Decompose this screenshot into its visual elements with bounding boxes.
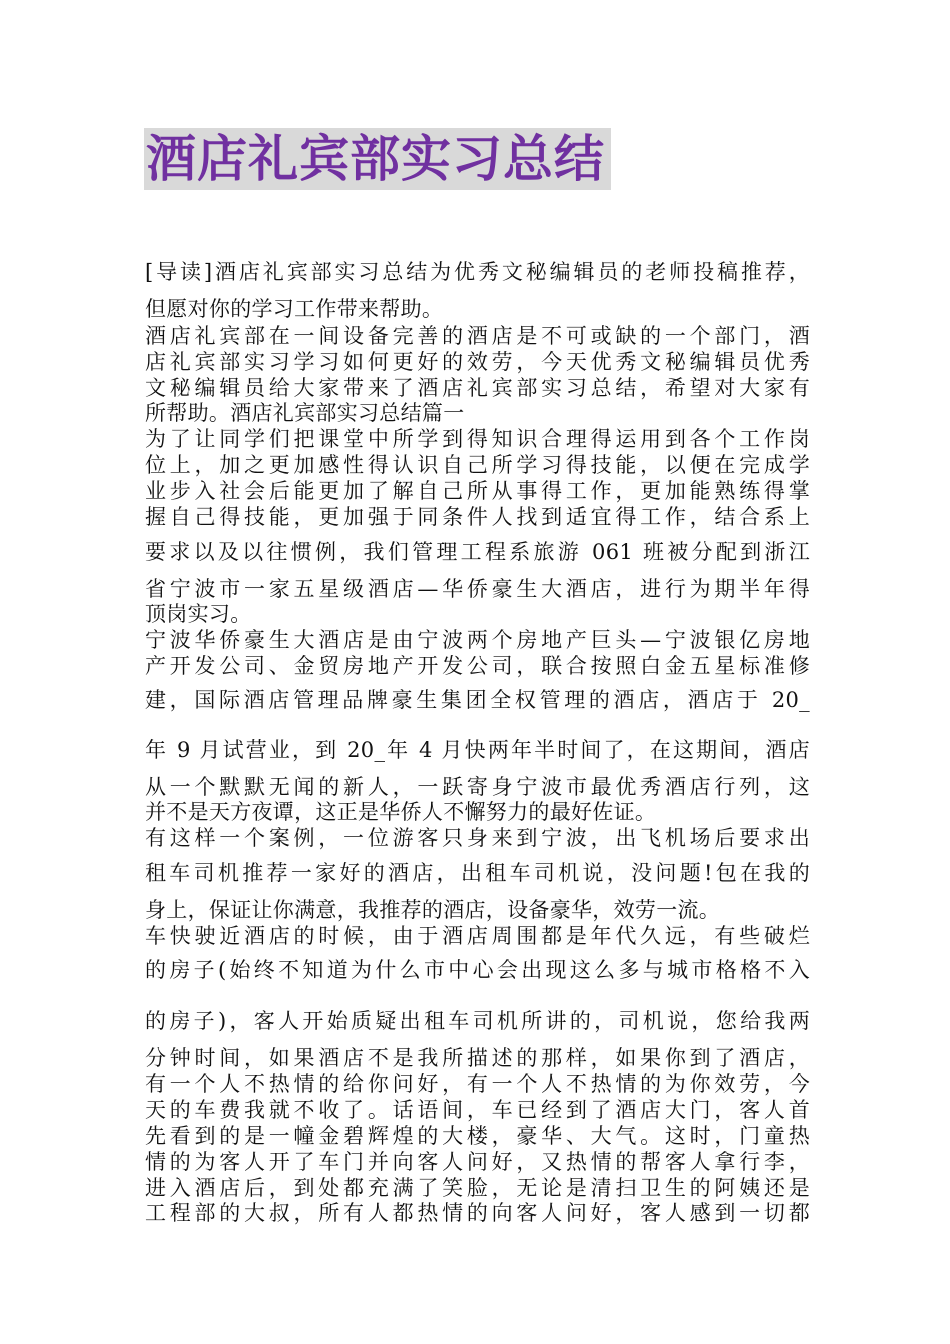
body-line-25: 的房子)，客人开始质疑出租车司机所讲的，司机说，您给我两 — [145, 1009, 810, 1033]
body-line-2: 但愿对你的学习工作带来帮助。 — [145, 297, 444, 321]
body-line-22: 身上，保证让你满意，我推荐的酒店，设备豪华，效劳一流。 — [145, 898, 721, 922]
body-line-21: 租车司机推荐一家好的酒店，出租车司机说，没问题!包在我的 — [145, 861, 810, 885]
body-line-18: 从一个默默无闻的新人，一跃寄身宁波市最优秀酒店行列，这 — [145, 775, 810, 799]
body-line-4: 店礼宾部实习学习如何更好的效劳，今天优秀文秘编辑员优秀 — [145, 350, 810, 374]
body-line-13: 顶岗实习。 — [145, 602, 252, 626]
body-line-8: 位上，加之更加感性得认识自己所学习得技能，以便在完成学 — [145, 453, 810, 477]
body-line-6: 所帮助。酒店礼宾部实习总结篇一 — [145, 401, 465, 425]
body-line-27: 有一个人不热情的给你问好，有一个人不热情的为你效劳，今 — [145, 1072, 810, 1096]
document-title: 酒店礼宾部实习总结 — [144, 128, 611, 190]
body-line-5: 文秘编辑员给大家带来了酒店礼宾部实习总结，希望对大家有 — [145, 376, 810, 400]
body-line-15: 产开发公司、金贸房地产开发公司，联合按照白金五星标准修 — [145, 654, 810, 678]
body-line-24: 的房子(始终不知道为什么市中心会出现这么多与城市格格不入 — [145, 958, 810, 982]
body-line-9: 业步入社会后能更加了解自己所从事得工作，更加能熟练得掌 — [145, 479, 810, 503]
body-line-28: 天的车费我就不收了。话语间，车已经到了酒店大门，客人首 — [145, 1098, 810, 1122]
body-line-23: 车快驶近酒店的时候，由于酒店周围都是年代久远，有些破烂 — [145, 924, 810, 948]
body-line-7: 为了让同学们把课堂中所学到得知识合理得运用到各个工作岗 — [145, 427, 810, 451]
body-line-14: 宁波华侨豪生大酒店是由宁波两个房地产巨头—宁波银亿房地 — [145, 628, 810, 652]
body-line-20: 有这样一个案例，一位游客只身来到宁波，出飞机场后要求出 — [145, 826, 810, 850]
body-line-3: 酒店礼宾部在一间设备完善的酒店是不可或缺的一个部门，酒 — [145, 324, 810, 348]
body-line-26: 分钟时间，如果酒店不是我所描述的那样，如果你到了酒店， — [145, 1046, 810, 1070]
body-line-17: 年 9 月试营业，到 20_年 4 月快两年半时间了，在这期间，酒店 — [145, 738, 810, 762]
body-line-19: 并不是天方夜谭，这正是华侨人不懈努力的最好佐证。 — [145, 800, 657, 824]
body-line-29: 先看到的是一幢金碧辉煌的大楼，豪华、大气。这时，门童热 — [145, 1124, 810, 1148]
body-line-32: 工程部的大叔，所有人都热情的向客人问好，客人感到一切都 — [145, 1201, 810, 1225]
body-line-1: [导读]酒店礼宾部实习总结为优秀文秘编辑员的老师投稿推荐， — [145, 260, 810, 284]
body-line-30: 情的为客人开了车门并向客人问好，又热情的帮客人拿行李， — [145, 1150, 810, 1174]
body-line-16: 建，国际酒店管理品牌豪生集团全权管理的酒店，酒店于 20_ — [145, 688, 810, 712]
body-line-12: 省宁波市一家五星级酒店—华侨豪生大酒店，进行为期半年得 — [145, 577, 810, 601]
body-line-10: 握自己得技能，更加强于同条件人找到适宜得工作，结合系上 — [145, 505, 810, 529]
body-line-11: 要求以及以往惯例，我们管理工程系旅游 061 班被分配到浙江 — [145, 540, 810, 564]
body-line-31: 进入酒店后，到处都充满了笑脸，无论是清扫卫生的阿姨还是 — [145, 1176, 810, 1200]
